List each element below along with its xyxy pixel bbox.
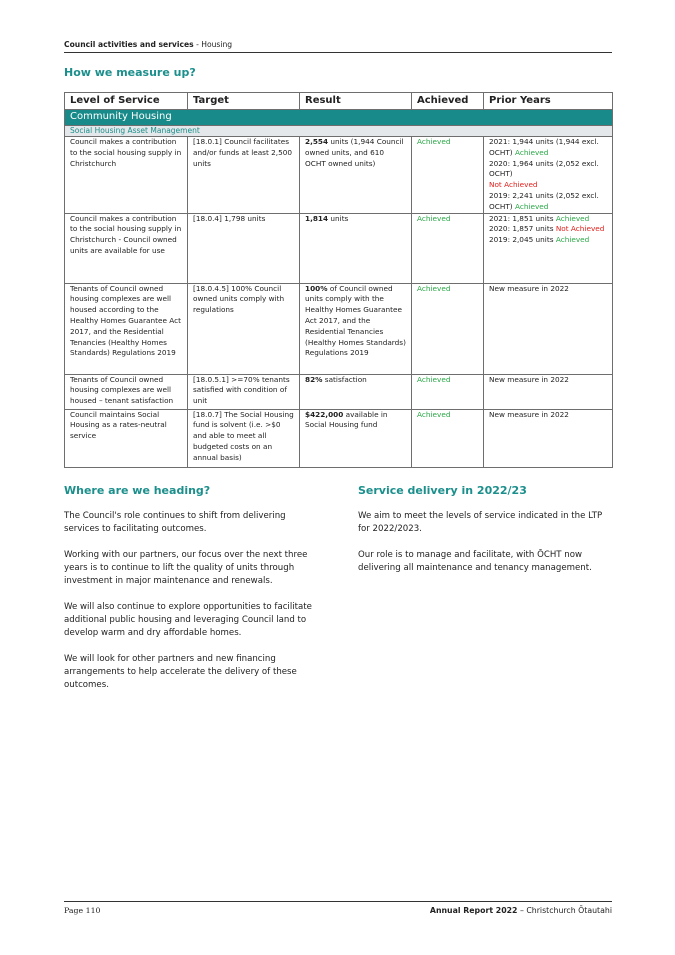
achieved-cell: Achieved	[412, 283, 484, 374]
heading-left-title: Where are we heading?	[64, 484, 211, 497]
prior-line	[489, 224, 607, 235]
col-header-result: Result	[300, 93, 412, 110]
prior-text: New measure in 2022	[489, 409, 569, 419]
subgroup-label: Social Housing Asset Management	[65, 126, 613, 137]
table-row	[65, 213, 613, 283]
paragraph: We will also continue to explore opportunities to facilitate additional public housing and leveraging Council land to develop warm and dry affordable homes.	[64, 602, 312, 638]
result-cell	[300, 374, 412, 409]
footer-place: Christchurch Ōtautahi	[526, 906, 612, 915]
result-value: $422,000	[305, 409, 344, 419]
col-header-prior: Prior Years	[484, 93, 613, 110]
service-cell: Tenants of Council owned housing complexes are well housed according to the Healthy Homes Guarantee Act 2017, and the Residential Tenancies (Healthy Homes Standards) Regulations 2019	[65, 283, 188, 374]
table-row	[65, 409, 613, 467]
header-topic: Housing	[201, 40, 233, 49]
heading-left-body	[64, 510, 316, 705]
prior-line	[489, 180, 607, 191]
paragraph: Our role is to manage and facilitate, with ŌCHT now delivering all maintenance and tenancy management.	[358, 550, 592, 573]
result-cell	[300, 137, 412, 214]
result-cell	[300, 213, 412, 283]
header-separator: -	[193, 40, 202, 49]
achieved-cell: Achieved	[412, 409, 484, 467]
prior-line	[489, 191, 607, 213]
prior-cell	[484, 374, 613, 409]
prior-text: 2020: 1,964 units (2,052 excl. OCHT)	[489, 158, 599, 179]
prior-line	[489, 235, 607, 246]
header-section: Council activities and services	[64, 40, 194, 49]
result-text: units	[328, 213, 349, 223]
prior-status: Achieved	[514, 147, 549, 157]
page-footer	[64, 901, 612, 915]
result-text: available in Social Housing fund	[305, 409, 388, 430]
prior-cell	[484, 137, 613, 214]
table-row	[65, 137, 613, 214]
service-cell: Council maintains Social Housing as a rates-neutral service	[65, 409, 188, 467]
heading-right-body	[358, 510, 610, 588]
group-label: Community Housing	[65, 110, 613, 126]
service-cell: Tenants of Council owned housing complexes are well housed – tenant satisfaction	[65, 374, 188, 409]
paragraph: The Council's role continues to shift from delivering services to facilitating outcomes.	[64, 511, 286, 534]
prior-line	[489, 137, 607, 159]
target-cell: [18.0.4] 1,798 units	[188, 213, 300, 283]
prior-text: New measure in 2022	[489, 374, 569, 384]
result-text: satisfaction	[322, 374, 367, 384]
prior-text: 2021: 1,851 units	[489, 213, 556, 223]
result-value: 2,554	[305, 137, 329, 146]
prior-status: Not Achieved	[555, 224, 605, 234]
achieved-cell: Achieved	[412, 137, 484, 214]
prior-text: 2021: 1,944 units (1,944 excl. OCHT)	[489, 137, 599, 157]
result-value: 82%	[305, 374, 323, 384]
service-cell: Council makes a contribution to the social housing supply in Christchurch - Council owned units are available for use	[65, 213, 188, 283]
col-header-level: Level of Service	[65, 93, 188, 110]
prior-status: Not Achieved	[489, 180, 538, 190]
prior-cell	[484, 409, 613, 467]
footer-report	[430, 906, 612, 915]
col-header-achieved: Achieved	[412, 93, 484, 110]
target-cell: [18.0.1] Council facilitates and/or funds at least 2,500 units	[188, 137, 300, 214]
result-text: units (1,944 Council owned units, and 610 OCHT owned units)	[305, 137, 404, 168]
table-row	[65, 283, 613, 374]
prior-text: 2019: 2,045 units	[489, 235, 556, 245]
paragraph: We will look for other partners and new financing arrangements to help accelerate the delivery of these outcomes.	[64, 654, 297, 690]
achieved-cell: Achieved	[412, 213, 484, 283]
table-header-row	[65, 93, 613, 110]
heading-right-title: Service delivery in 2022/23	[358, 484, 527, 497]
levels-of-service-table	[64, 92, 613, 468]
prior-line	[489, 159, 607, 181]
prior-status: Achieved	[555, 235, 590, 245]
result-cell	[300, 409, 412, 467]
prior-line	[489, 214, 607, 225]
col-header-target: Target	[188, 93, 300, 110]
measure-title: How we measure up?	[64, 66, 196, 79]
prior-status: Achieved	[514, 201, 549, 211]
prior-text: 2020: 1,857 units	[489, 224, 556, 234]
footer-separator: –	[517, 906, 527, 915]
target-cell: [18.0.4.5] 100% Council owned units comply with regulations	[188, 283, 300, 374]
page-number: Page 110	[64, 906, 101, 915]
prior-cell	[484, 283, 613, 374]
prior-text: New measure in 2022	[489, 283, 569, 293]
paragraph: We aim to meet the levels of service indicated in the LTP for 2022/2023.	[358, 511, 603, 534]
result-text: of Council owned units comply with the Healthy Homes Guarantee Act 2017, and the Residential Tenancies (Healthy Homes Standards) Regulations 2019	[305, 283, 406, 358]
prior-text: 2019: 2,241 units (2,052 excl. OCHT)	[489, 190, 599, 211]
achieved-cell: Achieved	[412, 374, 484, 409]
table-row	[65, 374, 613, 409]
group-row	[65, 110, 613, 126]
page-header	[64, 40, 612, 53]
target-cell: [18.0.5.1] >=70% tenants satisfied with condition of unit	[188, 374, 300, 409]
subgroup-row	[65, 126, 613, 137]
result-value: 100%	[305, 283, 328, 293]
service-cell: Council makes a contribution to the social housing supply in Christchurch	[65, 137, 188, 214]
prior-status: Achieved	[555, 213, 590, 223]
footer-report-title: Annual Report 2022	[429, 906, 518, 915]
result-cell	[300, 283, 412, 374]
paragraph: Working with our partners, our focus over the next three years is to continue to lift the quality of units through investment in major maintenance and renewals.	[64, 550, 308, 586]
result-value: 1,814	[305, 213, 329, 223]
prior-cell	[484, 213, 613, 283]
target-cell: [18.0.7] The Social Housing fund is solvent (i.e. >$0 and able to meet all budgeted costs on an annual basis)	[188, 409, 300, 467]
